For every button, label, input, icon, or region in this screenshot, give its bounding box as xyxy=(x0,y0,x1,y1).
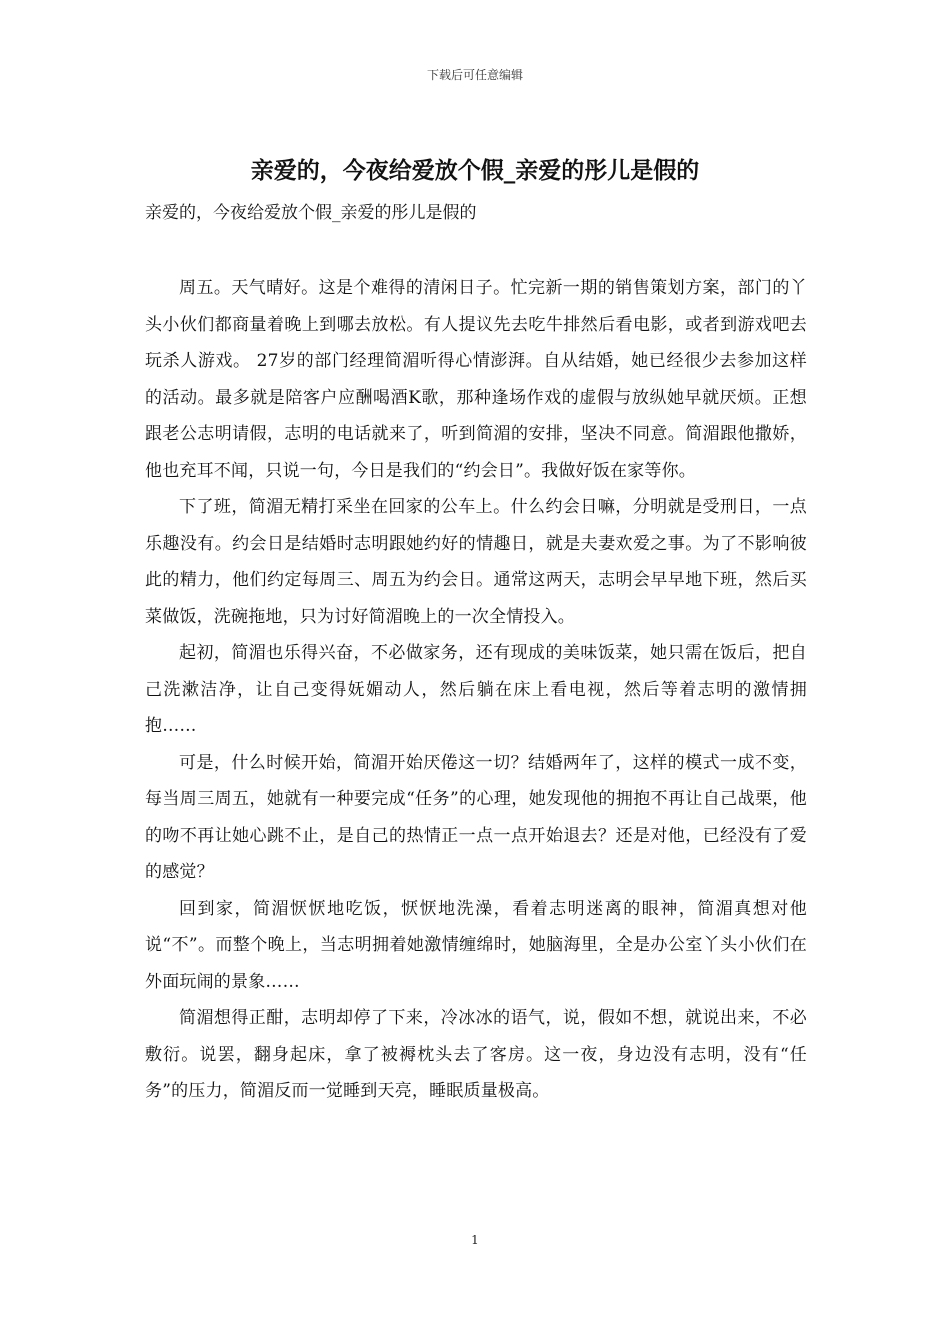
paragraph: 下了班，简湄无精打采坐在回家的公车上。什么约会日嘛，分明就是受刑日，一点乐趣没有。约会日是结婚时志明跟她约好的情趣日，就是夫妻欢爱之事。为了不影响彼此的精力，他们约定每周三、周五为约会日。通常这两天，志明会早早地下班，然后买菜做饭，洗碗拖地，只为讨好简湄晚上的一次全情投入。 xyxy=(145,497,807,627)
paragraph: 可是，什么时候开始，简湄开始厌倦这一切？结婚两年了，这样的模式一成不变，每当周三周五，她就有一种要完成“任务”的心理，她发现他的拥抱不再让自己战栗，他的吻不再让她心跳不止，是自己的热情正一点一点开始退去？还是对他，已经没有了爱的感觉？ xyxy=(145,752,807,882)
page-header-note: 下载后可任意编辑 xyxy=(426,68,523,82)
paragraph: 简湄想得正酣，志明却停了下来，冷冰冰的语气，说，假如不想，就说出来，不必敷衍。说罢，翻身起床，拿了被褥枕头去了客房。这一夜，身边没有志明，没有“任务”的压力，简湄反而一觉睡到天亮，睡眠质量极高。 xyxy=(145,1008,807,1101)
document-body xyxy=(145,270,807,1110)
document-title: 亲爱的，今夜给爱放个假_亲爱的彤儿是假的 xyxy=(250,158,700,184)
paragraph: 周五。天气晴好。这是个难得的清闲日子。忙完新一期的销售策划方案，部门的丫头小伙们都商量着晚上到哪去放松。有人提议先去吃牛排然后看电影，或者到游戏吧去玩杀人游戏。 27岁的部门经理简湄听得心情澎湃。自从结婚，她已经很少去参加这样的活动。最多就是陪客户应酬喝酒K歌，那种逢场作戏的虚假与放纵她早就厌烦。正想跟老公志明请假，志明的电话就来了，听到简湄的安排，坚决不同意。简湄跟他撒娇，他也充耳不闻，只说一句，今日是我们的“约会日”。我做好饭在家等你。 xyxy=(145,278,807,481)
page-number: 1 xyxy=(471,1233,479,1247)
paragraph: 起初，简湄也乐得兴奋，不必做家务，还有现成的美味饭菜，她只需在饭后，把自己洗漱洁净，让自己变得妩媚动人，然后躺在床上看电视，然后等着志明的激情拥抱…… xyxy=(145,643,807,736)
paragraph: 回到家，简湄恹恹地吃饭，恹恹地洗澡，看着志明迷离的眼神，简湄真想对他说“不”。而整个晚上，当志明拥着她激情缠绵时，她脑海里，全是办公室丫头小伙们在外面玩闹的景象…… xyxy=(145,898,807,992)
document-subtitle: 亲爱的，今夜给爱放个假_亲爱的彤儿是假的 xyxy=(145,203,477,223)
